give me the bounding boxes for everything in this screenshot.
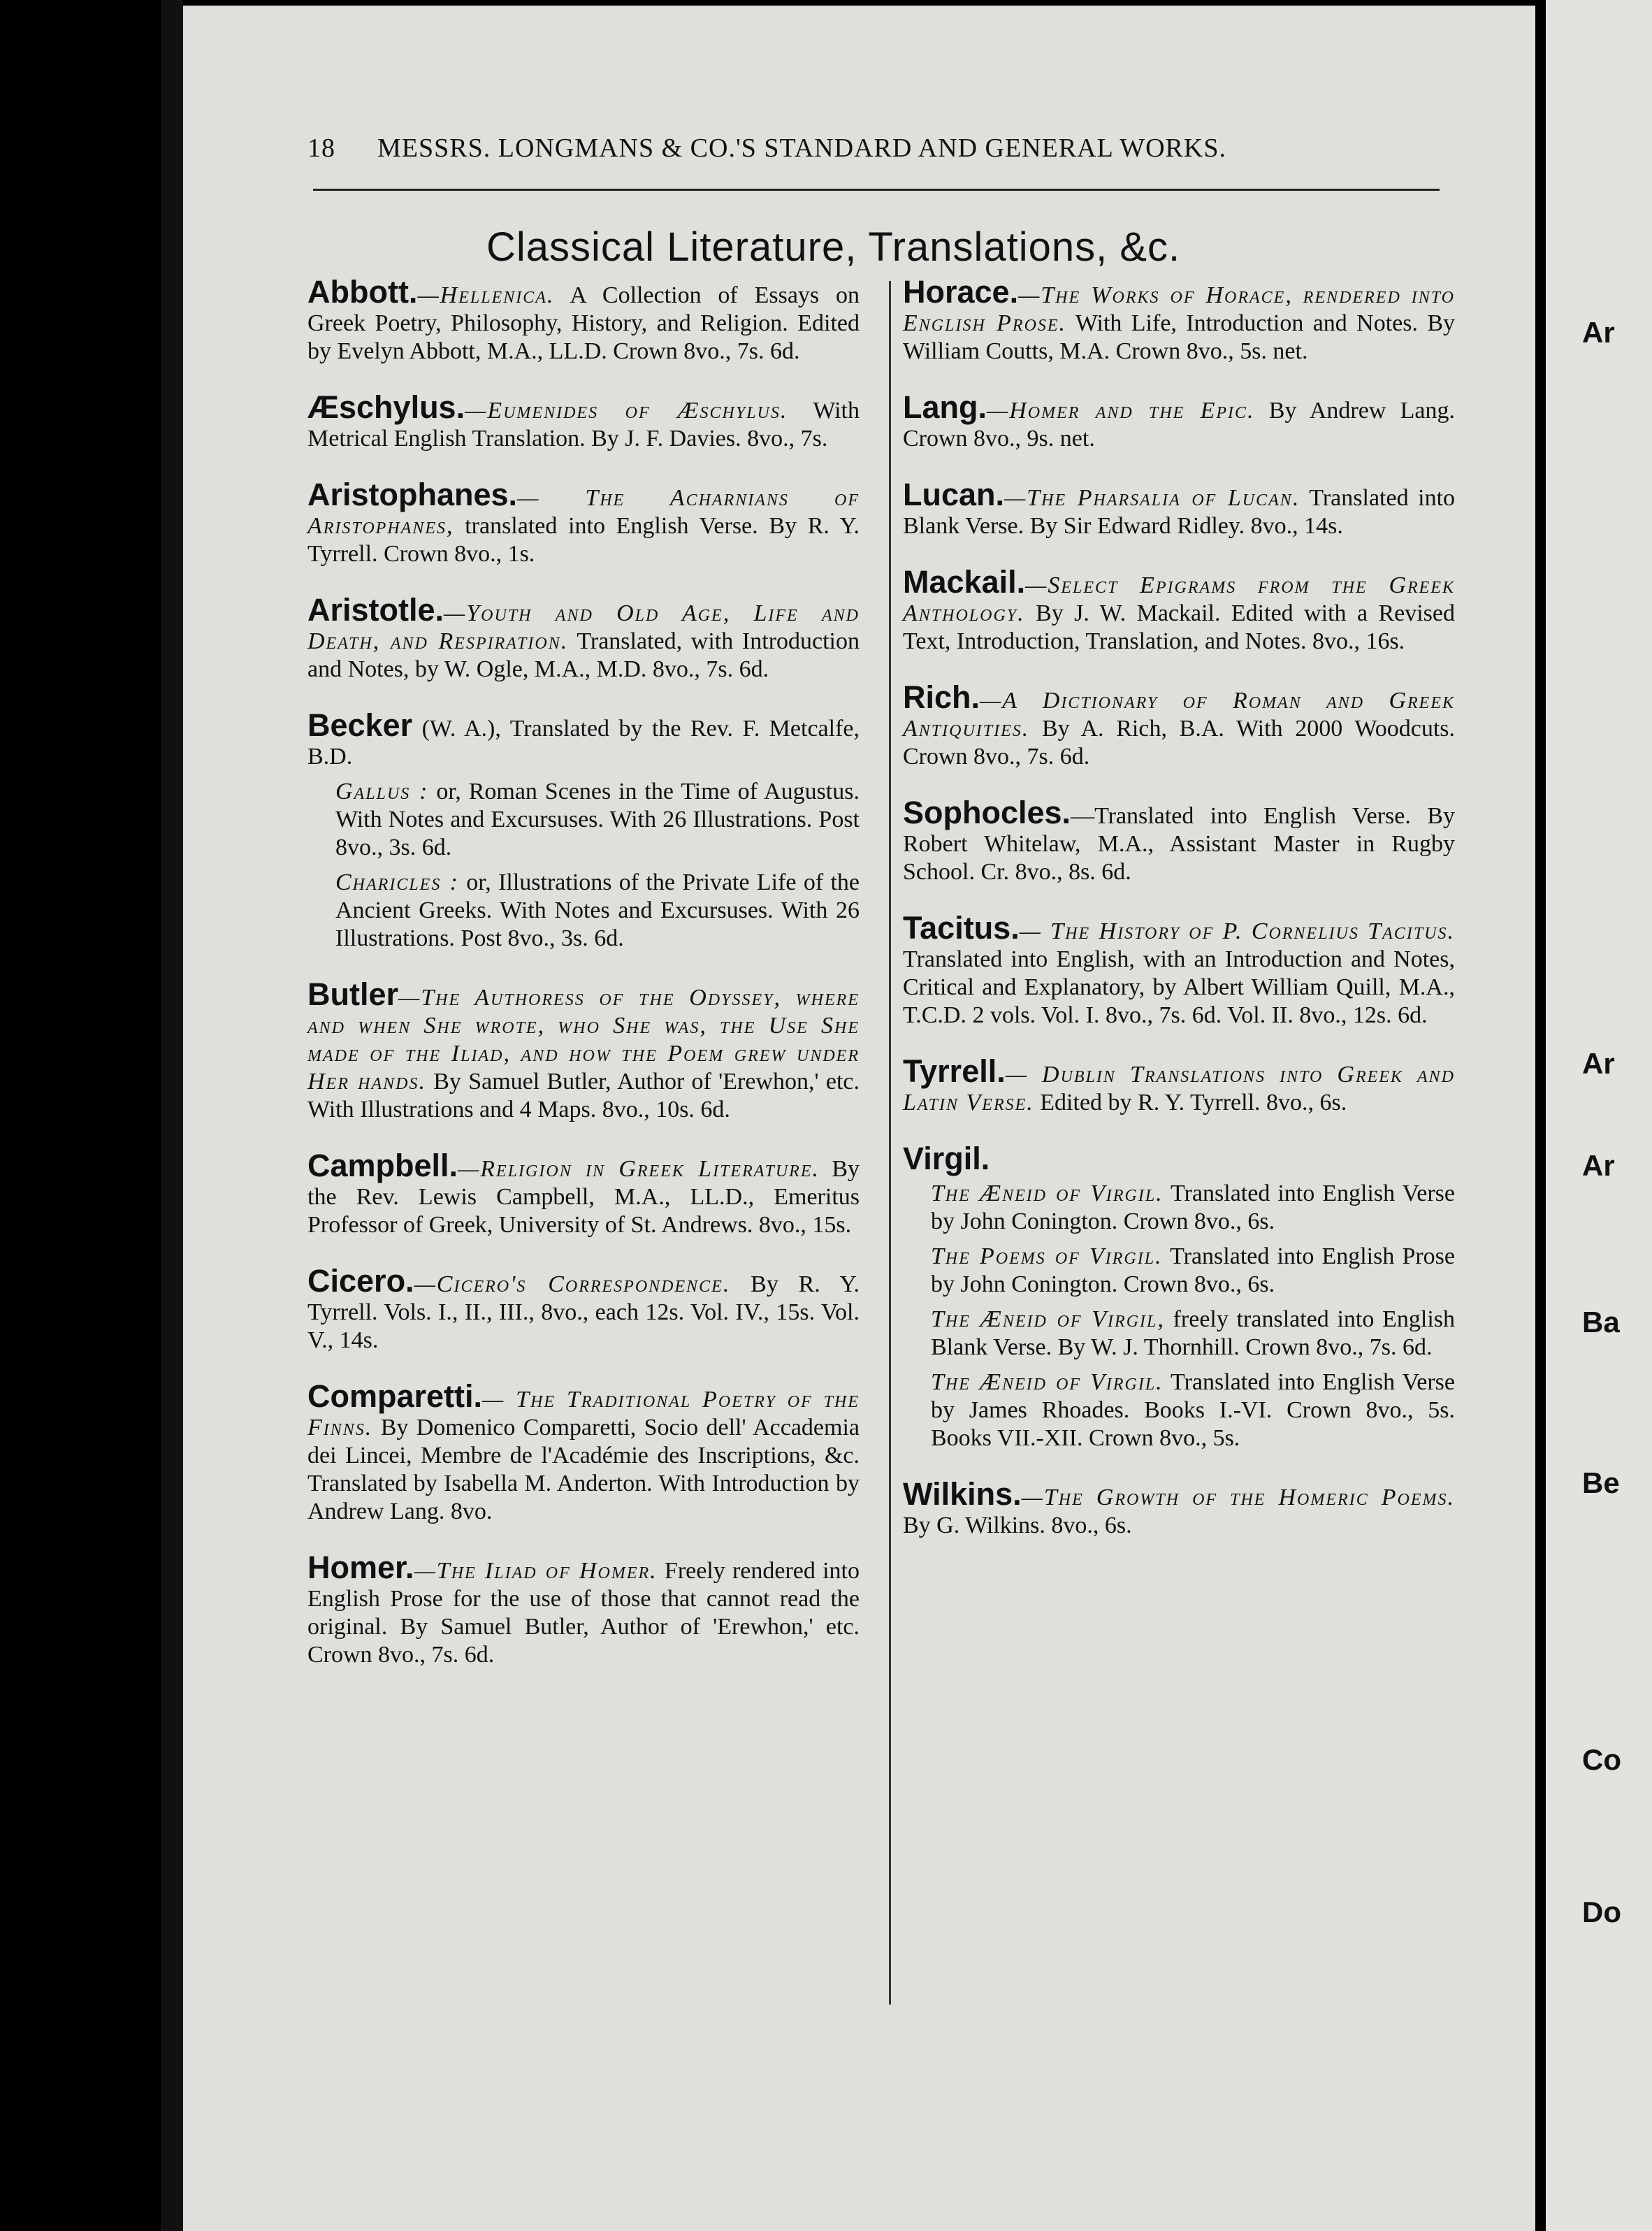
catalog-entry xyxy=(307,976,860,1124)
entry-author: Abbott. xyxy=(307,274,418,310)
page-number: 18 xyxy=(307,133,335,163)
entry-author: Aristophanes. xyxy=(307,477,518,512)
entry-title: — Dublin Translations into Greek and Latin Verse. xyxy=(903,1062,1455,1116)
entry-author: Wilkins. xyxy=(903,1476,1022,1512)
entry-text: or, Illustrations of the Private Life of the Ancient Greeks. With Notes and Excursuses. With 26 Illustrations. Post 8vo., 3s. 6d. xyxy=(335,869,860,951)
entry-text: translated into English Verse. By R. Y. Tyrrell. Crown 8vo., 1s. xyxy=(307,513,860,567)
entry-text: Edited by R. Y. Tyrrell. 8vo., 6s. xyxy=(1040,1090,1347,1116)
entry-title: —Select Epigrams from the Greek Anthology. xyxy=(903,572,1455,626)
entry-text: or, Roman Scenes in the Time of Augustus. With Notes and Excursuses. With 26 Illustrations. Post 8vo., 3s. 6d. xyxy=(335,779,860,860)
entry-title: — The History of P. Cornelius Tacitus. xyxy=(1019,918,1455,944)
entry-title: —The Growth of the Homeric Poems. xyxy=(1021,1485,1455,1510)
entry-title: —A Dictionary of Roman and Greek Antiquities. xyxy=(903,688,1455,742)
binding-gutter xyxy=(161,0,183,2231)
entry-text: (W. A.), Translated by the Rev. F. Metcalfe, B.D. xyxy=(307,716,860,770)
catalog-entry xyxy=(307,274,860,366)
entry-author: Rich. xyxy=(903,679,980,715)
catalog-entry xyxy=(903,1053,1455,1117)
adjacent-fragment: Co xyxy=(1582,1743,1621,1776)
column-divider xyxy=(889,281,891,2005)
adjacent-fragment: Do xyxy=(1582,1896,1621,1928)
entry-text: With Life, Introduction and Notes. By William Coutts, M.A. Crown 8vo., 5s. net. xyxy=(903,310,1456,364)
entry-text: Translated into English Prose by John Conington. Crown 8vo., 6s. xyxy=(931,1243,1456,1297)
entry-text: Freely rendered into English Prose for the use of those that cannot read the original. By Samuel Butler, Author of 'Erewhon,' etc. Crown 8vo., 7s. 6d. xyxy=(307,1558,860,1668)
entry-text: By the Rev. Lewis Campbell, M.A., LL.D., Emeritus Professor of Greek, University of St. Andrews. 8vo., 15s. xyxy=(307,1156,860,1238)
catalog-entry xyxy=(903,910,1455,1030)
catalog-entry xyxy=(307,389,860,453)
entry-title: — The Acharnians of Aristophanes, xyxy=(307,485,860,539)
entry-title: —Hellenica. xyxy=(417,282,555,308)
catalog-entry xyxy=(307,1550,860,1669)
entry-author: Virgil. xyxy=(903,1141,990,1176)
entry-title: —Eumenides of Æschylus. xyxy=(465,398,788,424)
catalog-entry xyxy=(903,1141,1456,1452)
sub-entry xyxy=(903,1180,1455,1236)
catalog-entry xyxy=(307,1378,860,1526)
entry-title: —The Works of Horace, rendered into English Prose. xyxy=(903,282,1455,336)
sub-entry xyxy=(903,1243,1455,1299)
catalog-entry xyxy=(903,564,1455,656)
catalog-entry xyxy=(903,1476,1455,1540)
entry-text: By J. W. Mackail. Edited with a Revised Text, Introduction, Translation, and Notes. 8vo., 16s. xyxy=(903,600,1455,654)
adjacent-fragment: Ba xyxy=(1582,1306,1620,1338)
entry-author: Butler xyxy=(307,976,399,1012)
running-title: MESSRS. LONGMANS & CO.'S STANDARD AND GENERAL WORKS. xyxy=(377,133,1226,163)
entry-title: —The Authoress of the Odyssey, where and when She wrote, who She was, the Use She made of the Iliad, and how the Poem grew under Her hands. xyxy=(307,985,860,1095)
entry-title: —Religion in Greek Literature. xyxy=(458,1156,820,1182)
entry-author: Campbell. xyxy=(307,1148,458,1183)
entry-title: The Poems of Virgil. xyxy=(931,1243,1163,1269)
entry-text: By Domenico Comparetti, Socio dell' Accademia dei Lincei, Membre de l'Académie des Inscriptions, &c. Translated by Isabella M. Anderton. With Introduction by Andrew Lang. 8vo. xyxy=(307,1415,860,1524)
entry-title: —Homer and the Epic. xyxy=(987,398,1255,424)
catalog-entry xyxy=(307,477,860,568)
entry-author: Comparetti. xyxy=(307,1378,483,1414)
entry-author: Becker xyxy=(307,707,413,743)
sub-entry xyxy=(307,869,860,953)
entry-title: —The Iliad of Homer. xyxy=(414,1558,658,1584)
catalog-entry xyxy=(903,274,1456,366)
entry-text: Translated into English Verse by James Rhoades. Books I.-VI. Crown 8vo., 5s. Books VII.-XII. Crown 8vo., 5s. xyxy=(931,1369,1455,1451)
adjacent-page-edge xyxy=(1546,0,1652,2231)
entry-text: Translated into English Verse by John Conington. Crown 8vo., 6s. xyxy=(931,1181,1455,1234)
entry-text: Translated into English, with an Introduction and Notes, Critical and Explanatory, by Albert William Quill, M.A., T.C.D. 2 vols. Vol. I. 8vo., 7s. 6d. Vol. II. 8vo., 12s. 6d. xyxy=(903,946,1455,1028)
entry-text: By Samuel Butler, Author of 'Erewhon,' etc. With Illustrations and 4 Maps. 8vo., 10s. 6d. xyxy=(307,1069,860,1122)
entry-title: The Æneid of Virgil. xyxy=(931,1369,1164,1395)
entry-author: Mackail. xyxy=(903,564,1026,600)
entry-text: freely translated into English Blank Verse. By W. J. Thornhill. Crown 8vo., 7s. 6d. xyxy=(931,1306,1455,1360)
catalog-entry xyxy=(903,679,1455,771)
sub-entry xyxy=(903,1369,1455,1452)
header-rule xyxy=(313,189,1440,191)
left-column xyxy=(307,274,860,1697)
sub-entry xyxy=(307,778,860,862)
sub-entry xyxy=(903,1306,1455,1362)
entry-text: A Collection of Essays on Greek Poetry, Philosophy, History, and Religion. Edited by Evelyn Abbott, M.A., LL.D. Crown 8vo., 7s. 6d. xyxy=(307,282,860,364)
entry-author: Sophocles. xyxy=(903,795,1071,830)
adjacent-fragment: Ar xyxy=(1582,1149,1615,1182)
entry-author: Horace. xyxy=(903,274,1019,310)
section-title: Classical Literature, Translations, &c. xyxy=(486,224,1181,270)
entry-title: Charicles : xyxy=(335,869,459,895)
adjacent-fragment: Ar xyxy=(1582,1047,1615,1080)
catalog-entry xyxy=(307,1263,860,1355)
entry-title: —The Pharsalia of Lucan. xyxy=(1004,485,1300,511)
entry-author: Tyrrell. xyxy=(903,1053,1006,1089)
entry-title: —Youth and Old Age, Life and Death, and Respiration. xyxy=(307,600,860,654)
entry-author: Cicero. xyxy=(307,1263,414,1299)
entry-text: Translated into Blank Verse. By Sir Edward Ridley. 8vo., 14s. xyxy=(903,485,1456,539)
entry-text: Translated, with Introduction and Notes, by W. Ogle, M.A., M.D. 8vo., 7s. 6d. xyxy=(307,628,860,682)
entry-text: By A. Rich, B.A. With 2000 Woodcuts. Crown 8vo., 7s. 6d. xyxy=(903,716,1455,770)
entry-title: — The Traditional Poetry of the Finns. xyxy=(307,1387,860,1441)
entry-title: The Æneid of Virgil. xyxy=(931,1181,1164,1206)
entry-text: With Metrical English Translation. By J. F. Davies. 8vo., 7s. xyxy=(307,398,860,452)
entry-text: By Andrew Lang. Crown 8vo., 9s. net. xyxy=(903,398,1456,452)
catalog-entry xyxy=(307,1148,860,1239)
entry-author: Lang. xyxy=(903,389,987,425)
entry-author: Homer. xyxy=(307,1550,414,1585)
entry-author: Æschylus. xyxy=(307,389,465,425)
catalog-entry xyxy=(903,795,1455,886)
catalog-entry xyxy=(307,707,860,953)
entry-title: Gallus : xyxy=(335,779,429,804)
entry-text: By G. Wilkins. 8vo., 6s. xyxy=(903,1512,1132,1538)
catalog-entry xyxy=(903,389,1456,453)
catalog-entry xyxy=(903,477,1456,540)
adjacent-fragment: Ar xyxy=(1582,316,1615,349)
entry-author: Aristotle. xyxy=(307,592,444,628)
adjacent-fragment: Be xyxy=(1582,1466,1620,1499)
entry-text: —Translated into English Verse. By Robert Whitelaw, M.A., Assistant Master in Rugby School. Cr. 8vo., 8s. 6d. xyxy=(903,803,1455,885)
catalog-entry xyxy=(307,592,860,684)
running-header xyxy=(307,133,1226,164)
entry-text: By R. Y. Tyrrell. Vols. I., II., III., 8vo., each 12s. Vol. IV., 15s. Vol. V., 14s. xyxy=(307,1271,860,1353)
right-column xyxy=(903,274,1456,1568)
entry-author: Tacitus. xyxy=(903,910,1020,946)
entry-title: —Cicero's Correspondence. xyxy=(414,1271,731,1297)
entry-author: Lucan. xyxy=(903,477,1005,512)
entry-title: The Æneid of Virgil, xyxy=(931,1306,1165,1332)
